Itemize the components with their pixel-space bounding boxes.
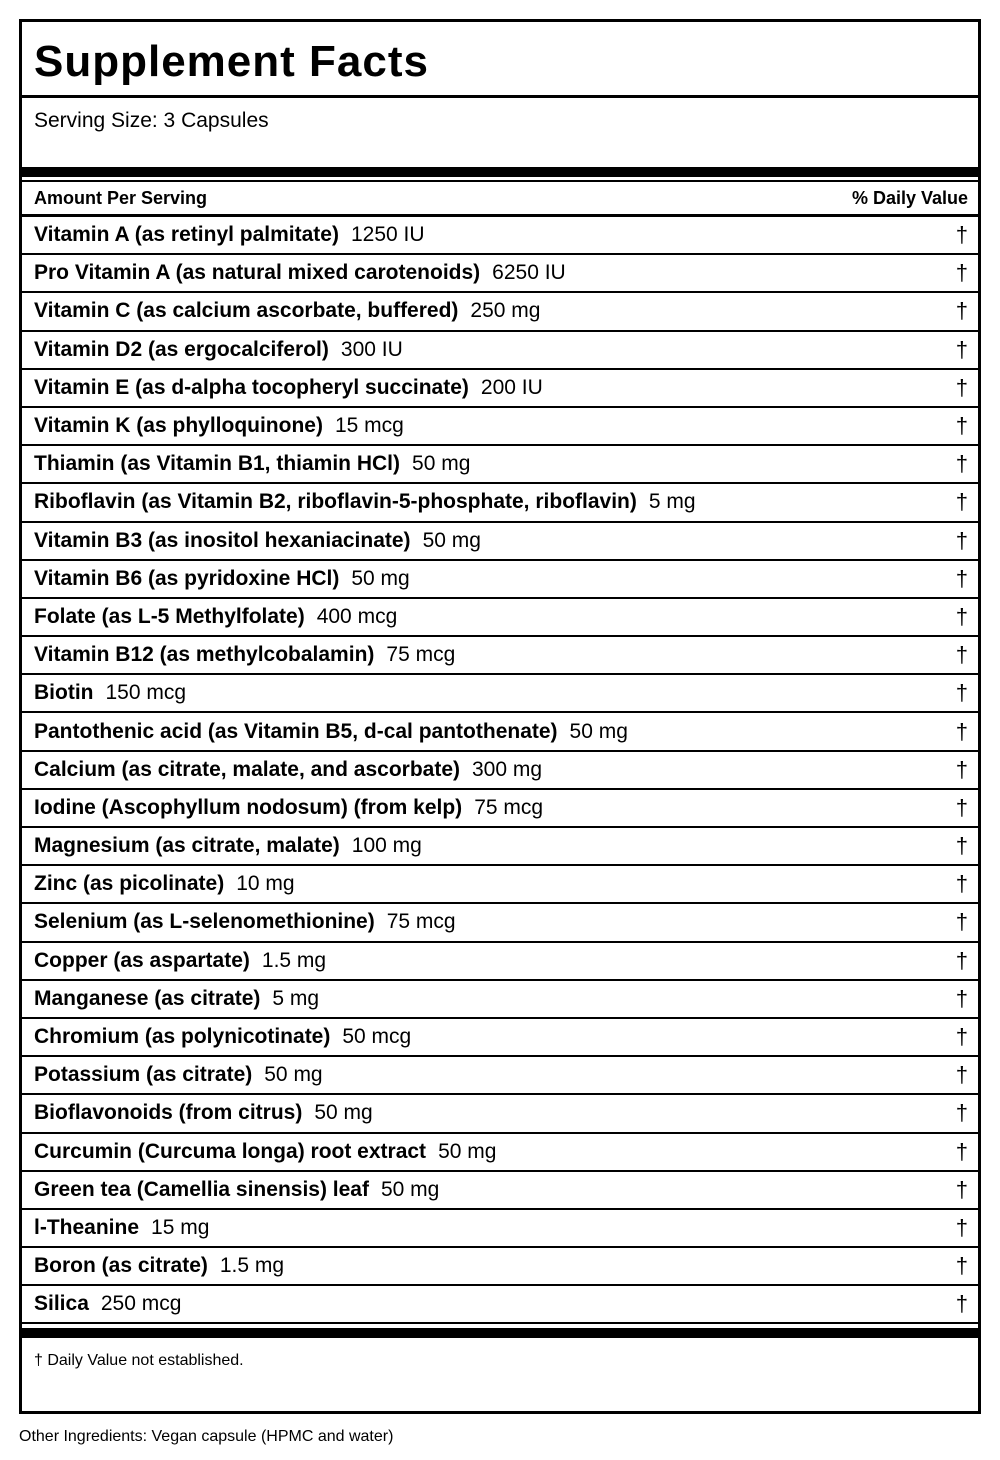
- nutrient-row: [22, 828, 978, 866]
- nutrient-label: [34, 949, 326, 973]
- nutrient-row: [22, 790, 978, 828]
- nutrient-amount: 50 mg: [314, 1101, 373, 1125]
- daily-value-header: % Daily Value: [851, 187, 968, 208]
- nutrient-amount: 50 mg: [412, 452, 471, 476]
- nutrient-amount: 50 mg: [380, 1177, 440, 1201]
- nutrient-row: [22, 293, 978, 331]
- daily-value-dagger: †: [955, 1100, 968, 1126]
- nutrient-label: [34, 299, 540, 323]
- nutrient-name: Vitamin B12 (as methylcobalamin): [34, 643, 375, 667]
- nutrient-name: Selenium (as L-selenomethionine): [34, 910, 375, 934]
- nutrient-label: [34, 1140, 496, 1164]
- nutrient-label: [34, 720, 628, 744]
- nutrient-row: [22, 1019, 978, 1057]
- nutrient-name: Vitamin K (as phylloquinone): [34, 414, 323, 438]
- nutrient-name: Green tea (Camellia sinensis) leaf: [34, 1177, 369, 1201]
- daily-value-dagger: †: [955, 1253, 968, 1279]
- nutrient-amount: 300 IU: [340, 337, 403, 361]
- nutrient-label: [34, 414, 404, 438]
- nutrient-name: l-Theanine: [34, 1215, 140, 1239]
- nutrient-amount: 15 mcg: [334, 414, 404, 438]
- nutrient-name: Vitamin D2 (as ergocalciferol): [34, 337, 329, 361]
- nutrient-row: [22, 1210, 978, 1248]
- nutrient-row: [22, 255, 978, 293]
- nutrient-name: Pantothenic acid (as Vitamin B5, d-cal pantothenate): [34, 719, 558, 743]
- nutrient-amount: 300 mg: [472, 757, 543, 781]
- nutrient-label: [34, 910, 456, 934]
- daily-value-dagger: †: [955, 680, 968, 706]
- nutrient-name: Potassium (as citrate): [34, 1063, 253, 1087]
- nutrient-label: [34, 758, 542, 782]
- nutrient-name: Vitamin B3 (as inositol hexaniacinate): [34, 528, 411, 552]
- nutrient-label: [34, 1101, 373, 1125]
- nutrient-label: [34, 567, 410, 591]
- serving-size: Serving Size: 3 Capsules: [22, 98, 978, 177]
- nutrient-name: Curcumin (Curcuma longa) root extract: [34, 1139, 427, 1163]
- nutrient-name: Chromium (as polynicotinate): [34, 1025, 331, 1049]
- nutrient-name: Folate (as L-5 Methylfolate): [34, 604, 305, 628]
- nutrient-label: [34, 987, 319, 1011]
- nutrient-row: [22, 637, 978, 675]
- daily-value-dagger: †: [955, 413, 968, 439]
- panel-title: Supplement Facts: [22, 22, 978, 98]
- nutrient-row: [22, 561, 978, 599]
- nutrient-row: [22, 943, 978, 981]
- nutrient-amount: 10 mg: [236, 872, 295, 896]
- nutrient-name: Copper (as aspartate): [34, 948, 250, 972]
- column-header-row: [22, 180, 978, 217]
- bottom-divider: [22, 1328, 978, 1338]
- nutrient-label: [34, 376, 543, 400]
- daily-value-dagger: †: [955, 298, 968, 324]
- nutrient-name: Vitamin B6 (as pyridoxine HCl): [34, 566, 340, 590]
- nutrient-name: Calcium (as citrate, malate, and ascorbate): [34, 757, 460, 781]
- nutrient-amount: 75 mcg: [386, 910, 456, 934]
- nutrient-label: [34, 1178, 439, 1202]
- nutrient-label: [34, 452, 470, 476]
- daily-value-dagger: †: [955, 718, 968, 744]
- nutrient-name: Pro Vitamin A (as natural mixed carotenoids): [34, 261, 481, 285]
- daily-value-dagger: †: [955, 565, 968, 591]
- nutrient-amount: 75 mcg: [386, 643, 456, 667]
- nutrient-amount: 5 mg: [648, 490, 696, 514]
- nutrient-amount: 100 mg: [351, 834, 422, 858]
- nutrient-amount: 50 mg: [351, 566, 410, 590]
- daily-value-dagger: †: [955, 947, 968, 973]
- nutrient-amount: 75 mcg: [474, 795, 544, 819]
- nutrient-label: [34, 529, 481, 553]
- daily-value-dagger: †: [955, 1024, 968, 1050]
- daily-value-dagger: †: [955, 1138, 968, 1164]
- daily-value-dagger: †: [955, 527, 968, 553]
- nutrient-amount: 50 mcg: [342, 1025, 412, 1049]
- nutrient-row: [22, 675, 978, 713]
- nutrient-row: [22, 981, 978, 1019]
- daily-value-dagger: †: [955, 1062, 968, 1088]
- daily-value-dagger: †: [955, 756, 968, 782]
- daily-value-dagger: †: [955, 909, 968, 935]
- nutrient-name: Riboflavin (as Vitamin B2, riboflavin-5-phosphate, riboflavin): [34, 490, 637, 514]
- nutrient-name: Boron (as citrate): [34, 1254, 208, 1278]
- nutrient-row: [22, 446, 978, 484]
- nutrient-label: [34, 1254, 284, 1278]
- nutrient-row: [22, 217, 978, 255]
- nutrient-row: [22, 332, 978, 370]
- nutrient-label: [34, 261, 566, 285]
- nutrient-row: [22, 713, 978, 751]
- daily-value-dagger: †: [955, 1291, 968, 1317]
- nutrient-label: [34, 605, 397, 629]
- daily-value-dagger: †: [955, 642, 968, 668]
- amount-per-serving-header: Amount Per Serving: [34, 187, 208, 208]
- daily-value-dagger: †: [955, 374, 968, 400]
- daily-value-dagger: †: [955, 985, 968, 1011]
- nutrient-name: Manganese (as citrate): [34, 986, 261, 1010]
- daily-value-dagger: †: [955, 336, 968, 362]
- nutrient-amount: 250 mcg: [100, 1292, 182, 1316]
- nutrient-amount: 50 mg: [569, 719, 628, 743]
- nutrient-name: Biotin: [34, 681, 94, 705]
- nutrient-amount: 1.5 mg: [219, 1254, 285, 1278]
- daily-value-dagger: †: [955, 451, 968, 477]
- nutrient-amount: 150 mcg: [105, 681, 187, 705]
- nutrient-label: [34, 338, 403, 362]
- daily-value-dagger: †: [955, 1214, 968, 1240]
- daily-value-dagger: †: [955, 1176, 968, 1202]
- nutrient-amount: 5 mg: [272, 986, 320, 1010]
- nutrient-row: [22, 1286, 978, 1324]
- nutrient-label: [34, 1292, 181, 1316]
- nutrient-label: [34, 796, 543, 820]
- footnote: † Daily Value not established.: [34, 1352, 244, 1370]
- daily-value-dagger: †: [955, 222, 968, 248]
- nutrient-row: [22, 408, 978, 446]
- nutrient-label: [34, 872, 295, 896]
- nutrient-label: [34, 643, 455, 667]
- nutrient-row: [22, 523, 978, 561]
- supplement-facts-panel: [19, 19, 981, 1414]
- nutrient-label: [34, 223, 425, 247]
- nutrient-name: Bioflavonoids (from citrus): [34, 1101, 303, 1125]
- nutrient-amount: 250 mg: [470, 299, 541, 323]
- nutrient-row: [22, 1057, 978, 1095]
- nutrient-label: [34, 1216, 209, 1240]
- nutrient-name: Vitamin C (as calcium ascorbate, buffered): [34, 299, 459, 323]
- nutrient-name: Magnesium (as citrate, malate): [34, 834, 340, 858]
- nutrient-name: Silica: [34, 1292, 89, 1316]
- nutrient-row: [22, 752, 978, 790]
- nutrient-row: [22, 1134, 978, 1172]
- daily-value-dagger: †: [955, 833, 968, 859]
- nutrient-row: [22, 1248, 978, 1286]
- nutrient-name: Vitamin A (as retinyl palmitate): [34, 223, 339, 247]
- nutrient-row: [22, 1172, 978, 1210]
- other-ingredients: Other Ingredients: Vegan capsule (HPMC and water): [19, 1428, 394, 1445]
- nutrient-amount: 15 mg: [151, 1215, 210, 1239]
- nutrient-name: Iodine (Ascophyllum nodosum) (from kelp): [34, 795, 463, 819]
- daily-value-dagger: †: [955, 603, 968, 629]
- daily-value-dagger: †: [955, 260, 968, 286]
- nutrient-label: [34, 1025, 411, 1049]
- nutrient-amount: 400 mcg: [316, 604, 398, 628]
- nutrient-row: [22, 866, 978, 904]
- nutrient-row: [22, 904, 978, 942]
- nutrient-amount: 50 mg: [264, 1063, 323, 1087]
- nutrient-label: [34, 490, 696, 514]
- daily-value-dagger: †: [955, 794, 968, 820]
- nutrient-name: Thiamin (as Vitamin B1, thiamin HCl): [34, 452, 401, 476]
- nutrient-row: [22, 484, 978, 522]
- nutrient-amount: 6250 IU: [492, 261, 566, 285]
- nutrient-amount: 200 IU: [480, 375, 543, 399]
- nutrient-row: [22, 599, 978, 637]
- nutrient-label: [34, 834, 422, 858]
- nutrient-label: [34, 681, 186, 705]
- nutrient-row: [22, 1095, 978, 1133]
- nutrient-amount: 50 mg: [422, 528, 481, 552]
- nutrient-name: Zinc (as picolinate): [34, 872, 225, 896]
- nutrient-amount: 1.5 mg: [261, 948, 327, 972]
- nutrient-list: [22, 217, 978, 1324]
- daily-value-dagger: †: [955, 489, 968, 515]
- nutrient-amount: 1250 IU: [350, 223, 425, 247]
- nutrient-name: Vitamin E (as d-alpha tocopheryl succinate): [34, 375, 469, 399]
- nutrient-amount: 50 mg: [438, 1139, 497, 1163]
- daily-value-dagger: †: [955, 871, 968, 897]
- nutrient-row: [22, 370, 978, 408]
- nutrient-label: [34, 1063, 323, 1087]
